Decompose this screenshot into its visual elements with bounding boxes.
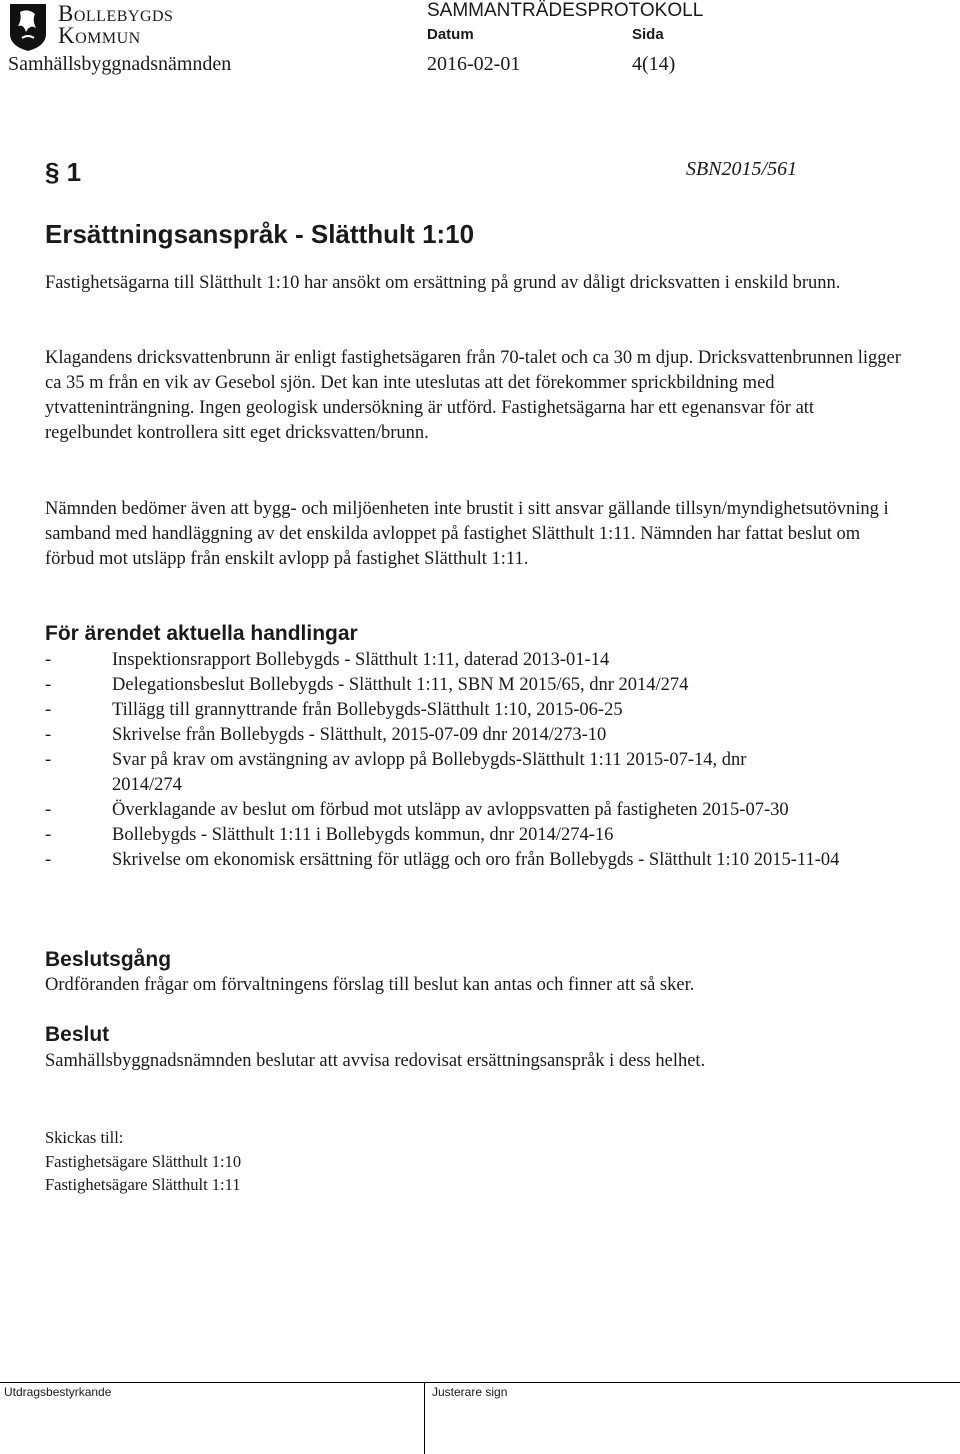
meeting-date: 2016-02-01 xyxy=(427,53,521,75)
page-label: Sida xyxy=(632,26,664,43)
footer-divider xyxy=(0,1382,960,1383)
background-paragraph: Klagandens dricksvattenbrunn är enligt fastighetsägaren från 70-talet och ca 30 m djup. Dricksvattenbrunnen ligger ca 35 m från en vik av Gesebol sjön. Det kan inte uteslutas att det förekommer sprickbildning med ytvatteninträngning. Ingen geologisk undersökning är utförd. Fastighetsägarna har ett egenansvar för att regelbundet kontrollera sitt eget dricksvatten/brunn. xyxy=(45,348,901,443)
case-number: SBN2015/561 xyxy=(686,158,798,180)
list-item: - Bollebygds - Slätthult 1:11 i Bollebygds kommun, dnr 2014/274-16 xyxy=(45,825,614,845)
intro-paragraph: Fastighetsägarna till Slätthult 1:10 har ansökt om ersättning på grund av dåligt dricksvatten i enskild brunn. xyxy=(45,273,841,293)
recipient: Fastighetsägare Slätthult 1:10 xyxy=(45,1151,242,1171)
documents-heading: För ärendet aktuella handlingar xyxy=(45,622,358,645)
date-label: Datum xyxy=(427,26,474,43)
decision-text: Samhällsbyggnadsnämnden beslutar att avvisa redovisat ersättningsanspråk i dess helhet. xyxy=(45,1051,706,1071)
procedure-text: Ordföranden frågar om förvaltningens förslag till beslut kan antas och finner att så sker. xyxy=(45,975,695,995)
list-item: - Svar på krav om avstängning av avlopp på Bollebygds-Slätthult 1:11 2015-07-14, dnr 2014/274 xyxy=(45,750,747,795)
list-item: - Skrivelse om ekonomisk ersättning för utlägg och oro från Bollebygds - Slätthult 1:10 2015-11-04 xyxy=(45,850,840,870)
municipality-logo-text: Bollebygds Kommun xyxy=(58,1,174,48)
list-item: - Delegationsbeslut Bollebygds - Slätthult 1:11, SBN M 2015/65, dnr 2014/274 xyxy=(45,675,689,695)
page-number: 4(14) xyxy=(632,53,676,75)
decision-heading: Beslut xyxy=(45,1023,110,1046)
municipality-crest-icon xyxy=(8,2,48,52)
paragraph-number: § 1 xyxy=(45,157,82,187)
case-title: Ersättningsanspråk - Slätthult 1:10 xyxy=(45,219,475,249)
distribution-label: Skickas till: xyxy=(45,1128,124,1147)
certification-label: Utdragsbestyrkande xyxy=(4,1385,112,1399)
distribution-list xyxy=(45,1126,241,1197)
list-item: - Skrivelse från Bollebygds - Slätthult, 2015-07-09 dnr 2014/273-10 xyxy=(45,725,607,745)
organisation-name: Samhällsbyggnadsnämnden xyxy=(8,53,232,75)
footer-column-divider xyxy=(424,1382,425,1454)
assessment-paragraph: Nämnden bedömer även att bygg- och miljöenheten inte brustit i sitt ansvar gällande tillsyn/myndighetsutövning i samband med handläggning av det enskilda avloppet på fastighet Slätthult 1:11. Nämnden har fattat beslut om förbud mot utsläpp från enskilt avlopp på fastighet Slätthult 1:11. xyxy=(45,499,889,569)
list-item: - Tillägg till grannyttrande från Bollebygds-Slätthult 1:10, 2015-06-25 xyxy=(45,700,623,720)
adjuster-signature-label: Justerare sign xyxy=(432,1385,508,1399)
list-item: - Överklagande av beslut om förbud mot utsläpp av avloppsvatten på fastigheten 2015-07-30 xyxy=(45,800,789,820)
documents-list xyxy=(45,648,905,873)
document-type: SAMMANTRÄDESPROTOKOLL xyxy=(427,0,704,21)
recipient: Fastighetsägare Slätthult 1:11 xyxy=(45,1175,241,1194)
procedure-heading: Beslutsgång xyxy=(45,948,172,971)
list-item: - Inspektionsrapport Bollebygds - Slätthult 1:11, daterad 2013-01-14 xyxy=(45,650,610,670)
